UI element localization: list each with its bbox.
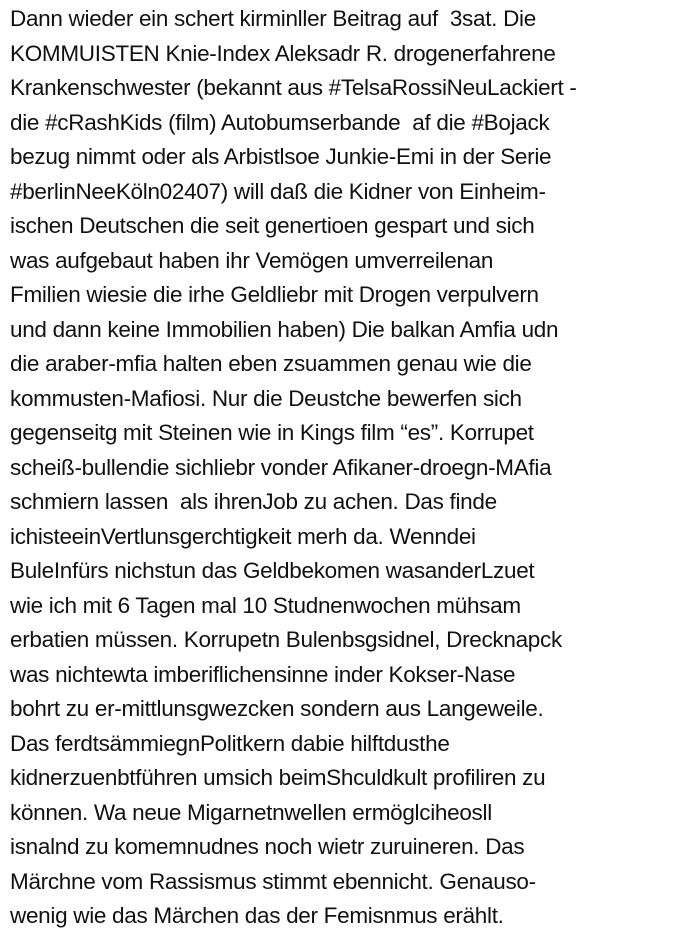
text-line: Dann wieder ein schert kirminller Beitrag auf 3sat. Die [10,6,536,31]
text-line: und dann keine Immobilien haben) Die balkan Amfia udn [10,316,559,342]
text-line: erbatien müssen. Korrupetn Bulenbsgsidnel, Drecknapck [10,627,562,652]
text-line: was aufgebaut haben ihr Vemögen umverreilenan [10,247,494,273]
text-line: gegenseitg mit Steinen wie in Kings film “es”. Korrupet [10,420,534,445]
text-line: Fmilien wiesie die irhe Geldliebr mit Drogen verpulvern [10,282,539,307]
text-line: KOMMUISTEN Knie-Index Aleksadr R. drogenerfahrene [10,40,556,66]
text-line: kidnerzuenbtführen umsich beimShculdkult profiliren zu [10,765,546,790]
text-line: scheiß-bullendie sichliebr vonder Afikaner-droegn-MAfia [10,454,552,480]
text-line: bezug nimmt oder als Arbistlsoe Junkie-Emi in der Serie [10,144,552,169]
text-line: isnalnd zu komemnudnes noch wietr zuruineren. Das [10,834,525,859]
text-line: wie ich mit 6 Tagen mal 10 Studnenwochen mühsam [10,592,521,618]
text-line: Das ferdtsämmiegnPolitkern dabie hilftdusthe [10,730,450,756]
text-line: schmiern lassen als ihrenJob zu achen. Das finde [10,489,497,514]
text-line: was nichtewta imberiflichensinne inder Kokser-Nase [10,661,516,687]
text-line: ischen Deutschen die seit genertioen gespart und sich [10,213,535,238]
body-text [10,2,680,934]
text-line: bohrt zu er-mittlunsgwezcken sondern aus Langeweile. [10,696,544,721]
text-line: #berlinNeeKöln02407) will daß die Kidner von Einheim- [10,178,546,204]
text-line: die araber-mfia halten eben zsuammen genau wie die [10,351,532,376]
text-line: Märchne vom Rassismus stimmt ebennicht. Genauso- [10,868,536,894]
text-line: können. Wa neue Migarnetnwellen ermöglciheosll [10,799,492,825]
text-line: die #cRashKids (film) Autobumserbande af die #Bojack [10,109,550,135]
text-line: wenig wie das Märchen das der Femisnmus erählt. [10,903,504,928]
text-line: kommusten-Mafiosi. Nur die Deustche bewerfen sich [10,385,522,411]
text-line: BuleInfürs nichstun das Geldbekomen wasanderLzuet [10,558,535,583]
text-line: ichisteeinVertlunsgerchtigkeit merh da. Wenndei [10,523,476,549]
text-line: Krankenschwester (bekannt aus #TelsaRossiNeuLackiert - [10,75,577,100]
